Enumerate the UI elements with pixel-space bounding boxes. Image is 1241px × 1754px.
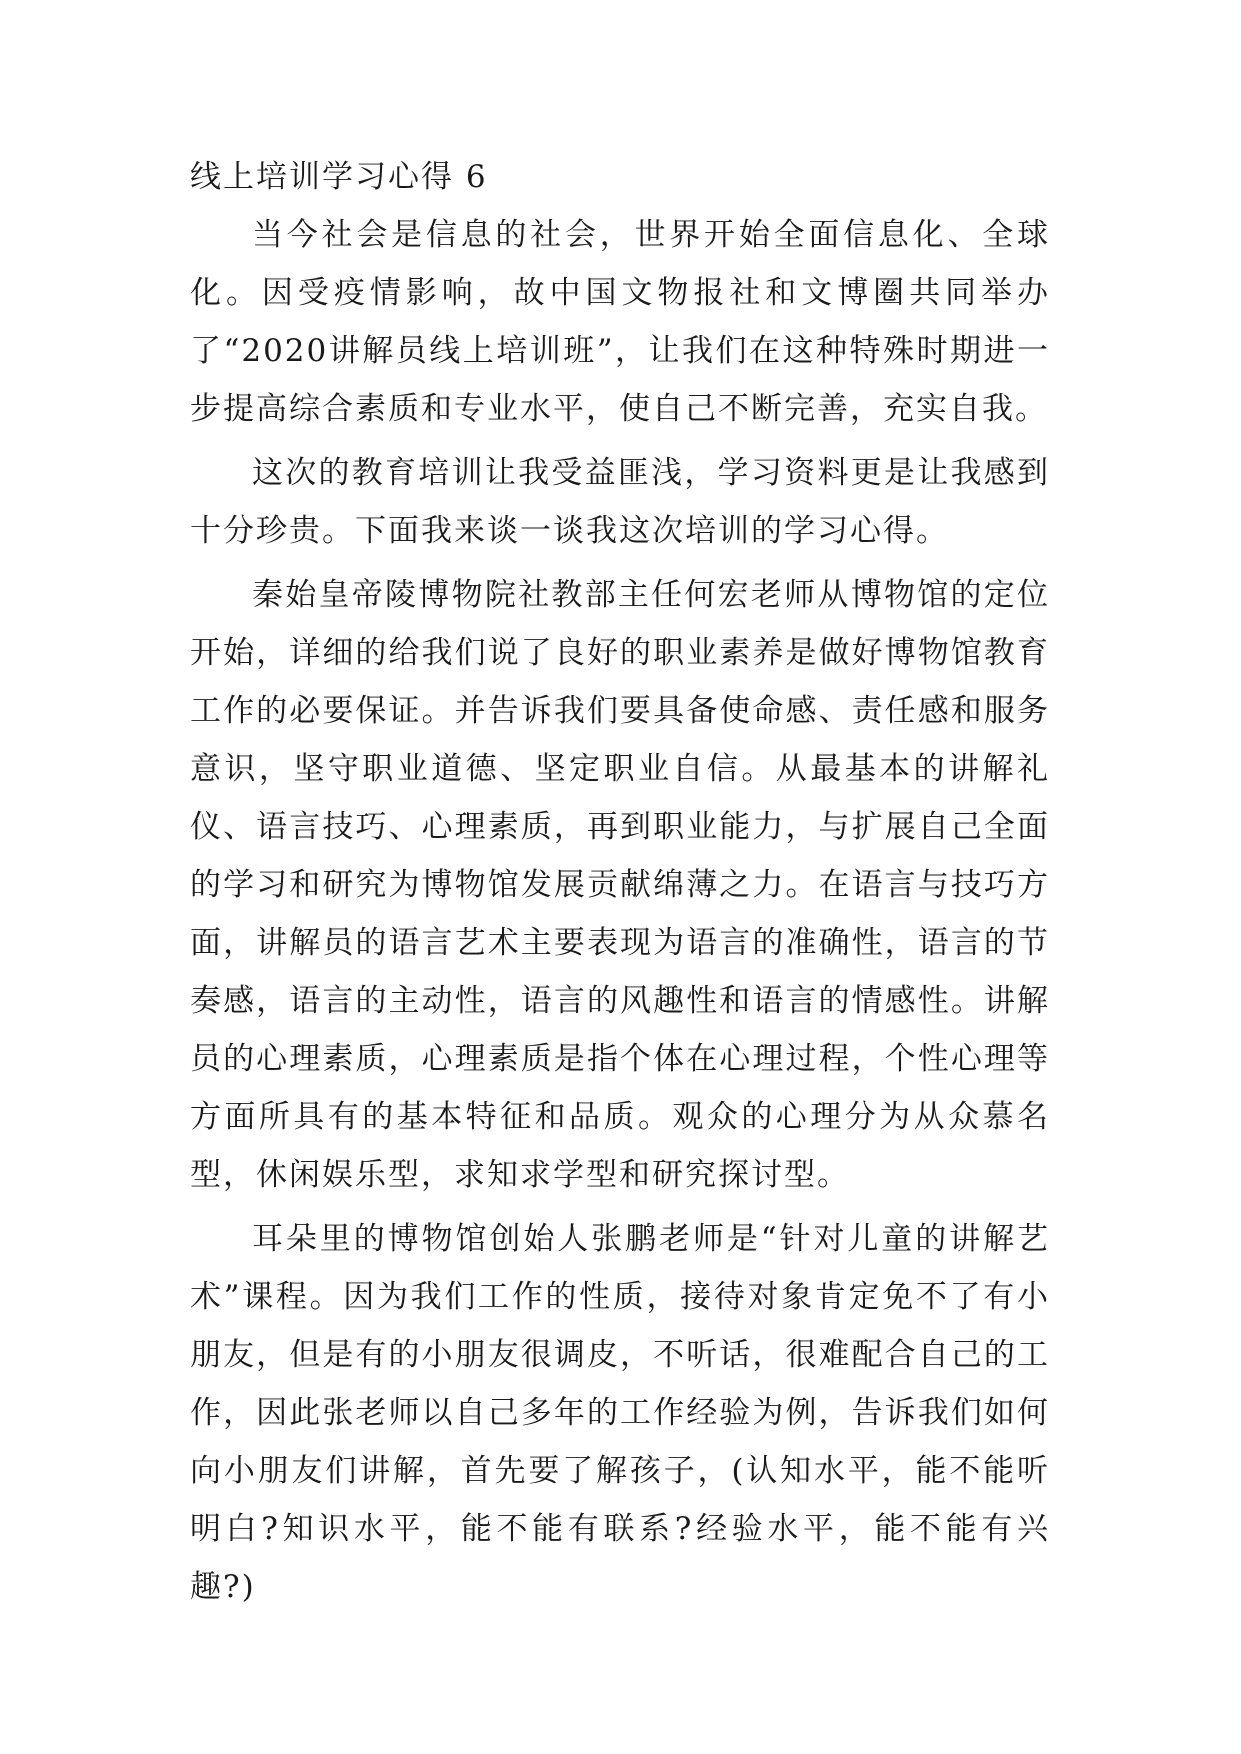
- paragraph-gain: 这次的教育培训让我受益匪浅，学习资料更是让我感到十分珍贵。下面我来谈一谈我这次培训的学习心得。: [190, 455, 1050, 549]
- paragraph-he-hong: 秦始皇帝陵博物院社教部主任何宏老师从博物馆的定位开始，详细的给我们说了良好的职业素养是做好博物馆教育工作的必要保证。并告诉我们要具备使命感、责任感和服务意识，坚守职业道德、坚定职业自信。从最基本的讲解礼仪、语言技巧、心理素质，再到职业能力，与扩展自己全面的学习和研究为博物馆发展贡献绵薄之力。在语言与技巧方面，讲解员的语言艺术主要表现为语言的准确性，语言的节奏感，语言的主动性，语言的风趣性和语言的情感性。讲解员的心理素质，心理素质是指个体在心理过程，个性心理等方面所具有的基本特征和品质。观众的心理分为从众慕名型，休闲娱乐型，求知求学型和研究探讨型。: [190, 577, 1050, 1193]
- paragraph-zhang-peng: 耳朵里的博物馆创始人张鹏老师是“针对儿童的讲解艺术”课程。因为我们工作的性质，接待对象肯定免不了有小朋友，但是有的小朋友很调皮，不听话，很难配合自己的工作，因此张老师以自己多年的工作经验为例，告诉我们如何向小朋友们讲解，首先要了解孩子，(认知水平，能不能听明白?知识水平，能不能有联系?经验水平，能不能有兴趣?): [190, 1221, 1050, 1605]
- document-body: [190, 148, 1050, 1616]
- document-title: 线上培训学习心得 6: [190, 159, 488, 195]
- paragraph-intro: 当今社会是信息的社会，世界开始全面信息化、全球化。因受疫情影响，故中国文物报社和文博圈共同举办了“2020讲解员线上培训班”，让我们在这种特殊时期进一步提高综合素质和专业水平，使自己不断完善，充实自我。: [190, 217, 1050, 427]
